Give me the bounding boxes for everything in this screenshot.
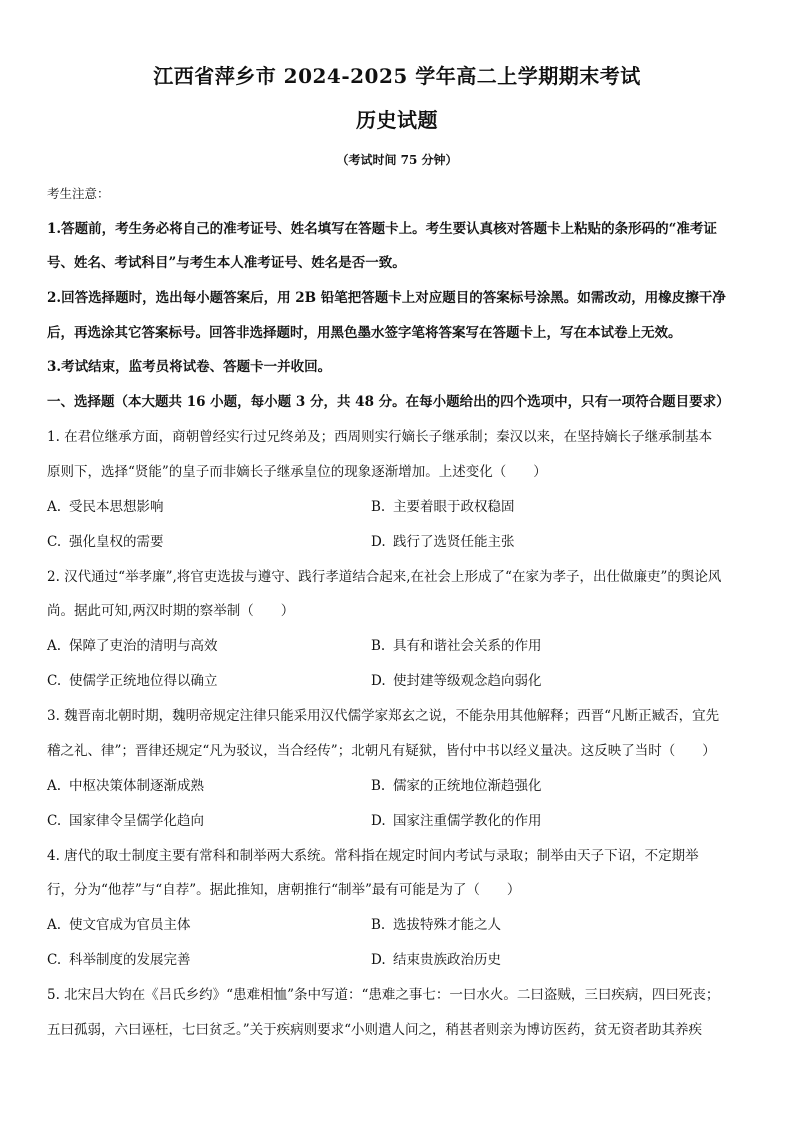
- time-note: （考试时间 75 分钟）: [336, 153, 458, 167]
- question-2-line-2: 尚。据此可知,两汉时期的察举制（ ）: [47, 603, 295, 619]
- question-2-option-a: A. 保障了吏治的清明与高效: [47, 638, 218, 654]
- question-1-option-a: A. 受民本思想影响: [47, 499, 164, 515]
- question-1-option-c: C. 强化皇权的需要: [47, 534, 164, 550]
- note-2-line-1: 2.回答选择题时，选出每小题答案后，用 2B 铅笔把答题卡上对应题目的答案标号涂黑。如需改动，用橡皮擦干净: [47, 290, 726, 306]
- question-3-option-c: C. 国家律令呈儒学化趋向: [47, 813, 204, 829]
- question-1-option-b: B. 主要着眼于政权稳固: [371, 499, 515, 515]
- question-5-line-2: 五曰孤弱，六曰诬枉，七曰贫乏。”关于疾病则要求“小则遣人问之，稍甚者则亲为博访医药，贫无资者助其养疾: [47, 1022, 703, 1038]
- question-3-line-1: 3. 魏晋南北朝时期，魏明帝规定注律只能采用汉代儒学家郑玄之说，不能杂用其他解释；西晋“凡断正臧否，宜先: [47, 708, 720, 724]
- note-1-line-2: 号、姓名、考试科目”与考生本人准考证号、姓名是否一致。: [47, 255, 406, 271]
- question-3-option-d: D. 国家注重儒学教化的作用: [371, 813, 542, 829]
- question-4-option-b: B. 选拔特殊才能之人: [371, 917, 501, 933]
- question-1-line-2: 原则下，选择“贤能”的皇子而非嫡长子继承皇位的现象逐渐增加。上述变化（ ）: [47, 464, 547, 480]
- note-3: 3.考试结束，监考员将试卷、答题卡一并收回。: [47, 359, 332, 375]
- question-2-line-1: 2. 汉代通过“举孝廉”,将官吏选拔与遵守、践行孝道结合起来,在社会上形成了“在家为孝子，出仕做廉吏”的舆论风: [47, 569, 722, 585]
- question-5-line-1: 5. 北宋吕大钧在《吕氏乡约》“患难相恤”条中写道：“患难之事七：一曰水火。二曰盗贼，三曰疾病，四曰死丧；: [47, 987, 720, 1003]
- question-1-line-1: 1. 在君位继承方面，商朝曾经实行过兄终弟及；西周则实行嫡长子继承制；秦汉以来，在坚持嫡长子继承制基本: [47, 429, 713, 445]
- note-2-line-2: 后，再选涂其它答案标号。回答非选择题时，用黑色墨水签字笔将答案写在答题卡上，写在本试卷上无效。: [47, 325, 682, 341]
- question-4-line-2: 行，分为“他荐”与“自荐”。据此推知，唐朝推行“制举”最有可能是为了（ ）: [47, 882, 521, 898]
- question-2-option-b: B. 具有和谐社会关系的作用: [371, 638, 542, 654]
- page-subtitle: 历史试题: [356, 108, 438, 132]
- question-4-option-d: D. 结束贵族政治历史: [371, 952, 501, 968]
- question-3-option-a: A. 中枢决策体制逐渐成熟: [47, 778, 204, 794]
- page-title: 江西省萍乡市 2024-2025 学年高二上学期期末考试: [153, 64, 641, 88]
- note-1-line-1: 1.答题前，考生务必将自己的准考证号、姓名填写在答题卡上。考生要认真核对答题卡上粘贴的条形码的“准考证: [47, 221, 717, 237]
- section-1-heading: 一、选择题（本大题共 16 小题，每小题 3 分，共 48 分。在每小题给出的四个选项中，只有一项符合题目要求）: [47, 394, 730, 410]
- question-2-option-d: D. 使封建等级观念趋向弱化: [371, 673, 542, 689]
- question-4-line-1: 4. 唐代的取士制度主要有常科和制举两大系统。常科指在规定时间内考试与录取；制举由天子下诏，不定期举: [47, 848, 699, 864]
- question-4-option-c: C. 科举制度的发展完善: [47, 952, 191, 968]
- question-3-line-2: 稽之礼、律”；晋律还规定“凡为驳议，当合经传”；北朝凡有疑狱，皆付中书以经义量决。这反映了当时（ ）: [47, 743, 716, 759]
- notes-heading: 考生注意：: [47, 186, 110, 201]
- question-1-option-d: D. 践行了选贤任能主张: [371, 534, 515, 550]
- question-4-option-a: A. 使文官成为官员主体: [47, 917, 191, 933]
- question-3-option-b: B. 儒家的正统地位渐趋强化: [371, 778, 542, 794]
- question-2-option-c: C. 使儒学正统地位得以确立: [47, 673, 218, 689]
